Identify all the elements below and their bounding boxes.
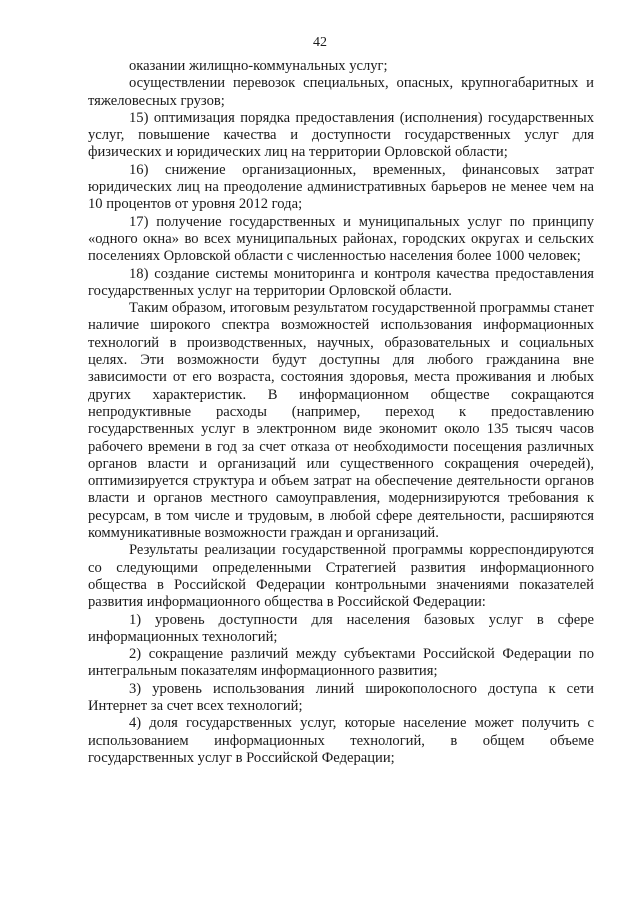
indicator-item-3: 3) уровень использования линий широкополосного доступа к сети Интернет за счет всех технологий; bbox=[88, 680, 594, 714]
page-number: 42 bbox=[313, 35, 327, 50]
indicator-item-2: 2) сокращение различий между субъектами Российской Федерации по интегральным показателям информационного развития; bbox=[88, 646, 594, 680]
list-item-18: 18) создание системы мониторинга и контроля качества предоставления государственных услуг на территории Орловской области. bbox=[88, 265, 594, 299]
indicator-item-4: 4) доля государственных услуг, которые население может получить с использованием информационных технологий, в общем объеме государственных услуг в Российской Федерации; bbox=[88, 715, 594, 766]
paragraph-results: Результаты реализации государственной программы корреспондируются со следующими определенными Стратегией развития информационного общества в Российской Федерации контрольными значениями показателей развития информационного общества в Российской Федерации: bbox=[88, 542, 594, 611]
paragraph-1: оказании жилищно-коммунальных услуг; bbox=[129, 58, 388, 74]
paragraph-summary: Таким образом, итоговым результатом государственной программы станет наличие широкого спектра возможностей использования информационных технологий в производственных, научных, образовательных и социальных целях. Эти возможности будут доступны для любого гражданина вне зависимости от его возраста, состояния здоровья, места проживания и любых других характеристик. В информационном обществе сокращаются непродуктивные расходы (например, переход к предоставлению государственных услуг в электронном виде экономит около 135 тысяч часов рабочего времени в год за счет отказа от необходимости посещения различных органов власти и организаций или существенного сокращения очередей), оптимизируется структура и объем затрат на обеспечение деятельности органов власти и органов местного самоуправления, модернизируются требования к ресурсам, в том числе и трудовым, в любой сфере деятельности, расширяются коммуникативные возможности граждан и организаций. bbox=[88, 300, 594, 542]
indicator-item-1: 1) уровень доступности для населения базовых услуг в сфере информационных технологий; bbox=[88, 611, 594, 645]
list-item-15: 15) оптимизация порядка предоставления (исполнения) государственных услуг, повышение качества и доступности государственных услуг для физических и юридических лиц на территории Орловской области; bbox=[88, 109, 594, 161]
body-text bbox=[88, 58, 594, 767]
paragraph-2: осуществлении перевозок специальных, опасных, крупногабаритных и тяжеловесных грузов; bbox=[88, 75, 594, 109]
list-item-16: 16) снижение организационных, временных, финансовых затрат юридических лиц на преодоление административных барьеров не менее чем на 10 процентов от уровня 2012 года; bbox=[88, 161, 594, 213]
list-item-17: 17) получение государственных и муниципальных услуг по принципу «одного окна» во всех муниципальных районах, городских округах и сельских поселениях Орловской области с численностью населения более 1000 человек; bbox=[88, 213, 594, 265]
